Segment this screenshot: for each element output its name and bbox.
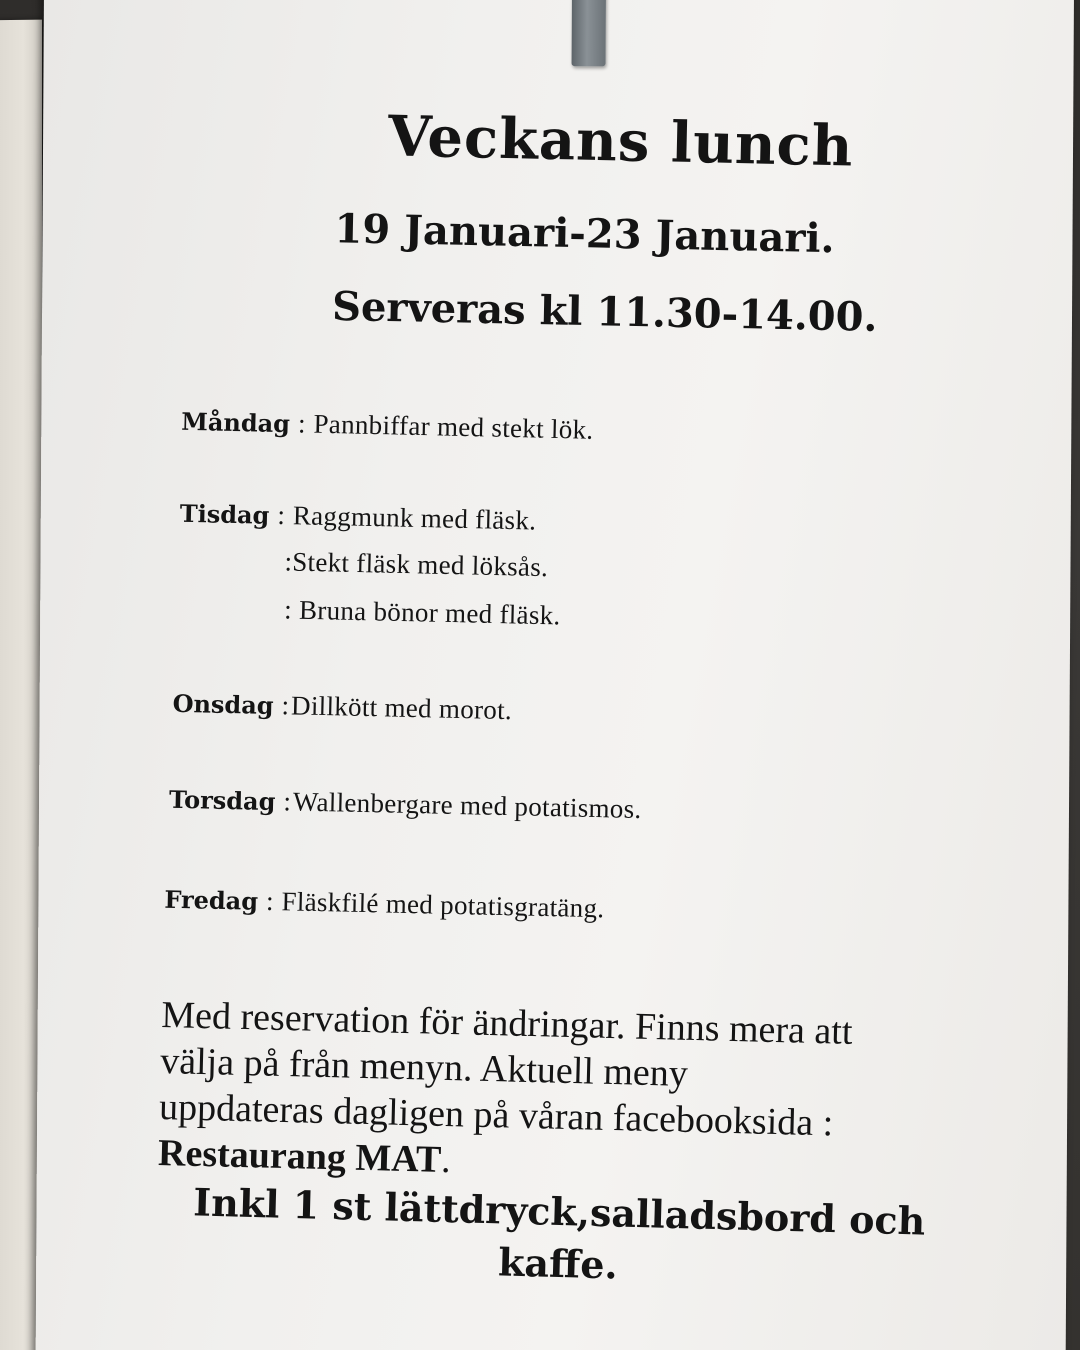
menu-row-monday — [181, 406, 594, 446]
footer-line-1: Inkl 1 st lättdryck,salladsbord och — [192, 1179, 926, 1244]
separator: : — [281, 690, 290, 721]
paper-clip — [572, 0, 606, 66]
menu-dates: 19 Januari-23 Januari. — [334, 205, 836, 263]
restaurant-name: Restaurang MAT — [157, 1131, 442, 1181]
note-line-3: uppdateras dagligen på våran facebooksida : — [158, 1085, 834, 1145]
note-line-2: välja på från menyn. Aktuell meny — [159, 1039, 689, 1095]
dish-text: Raggmunk med fläsk. — [292, 500, 537, 536]
reservation-note — [158, 992, 962, 1195]
dish-text: Dillkött med morot. — [290, 690, 513, 726]
serving-hours: Serveras kl 11.30-14.00. — [331, 282, 878, 341]
note-period: . — [440, 1138, 452, 1182]
menu-row-tuesday-alt1 — [284, 546, 548, 583]
menu-row-tuesday — [179, 498, 536, 537]
dish-text: : Bruna bönor med fläsk. — [283, 594, 561, 631]
dish-text: Pannbiffar med stekt lök. — [313, 408, 594, 445]
day-label: Måndag — [181, 406, 291, 439]
menu-row-tuesday-alt2 — [284, 594, 561, 631]
day-label: Fredag — [164, 884, 259, 916]
menu-row-wednesday — [172, 688, 512, 726]
dish-text: :Stekt fläsk med löksås. — [284, 546, 549, 583]
day-label: Torsdag — [168, 784, 276, 817]
separator: : — [283, 786, 292, 817]
menu-row-thursday — [169, 784, 642, 825]
menu-row-friday — [164, 884, 605, 925]
day-label: Tisdag — [179, 498, 270, 530]
separator: : — [277, 499, 286, 531]
note-line-1: Med reservation för ändringar. Finns mera att — [160, 993, 853, 1053]
dish-text: Wallenbergare med potatismos. — [292, 786, 642, 825]
separator: : — [297, 408, 306, 439]
dish-text: Fläskfilé med potatisgratäng. — [281, 886, 605, 924]
menu-title: Veckans lunch — [387, 103, 855, 180]
adjacent-paper-sheet — [0, 20, 42, 1350]
footer-line-2: kaffe. — [497, 1239, 619, 1288]
day-label: Onsdag — [172, 688, 274, 720]
separator: : — [265, 885, 274, 917]
